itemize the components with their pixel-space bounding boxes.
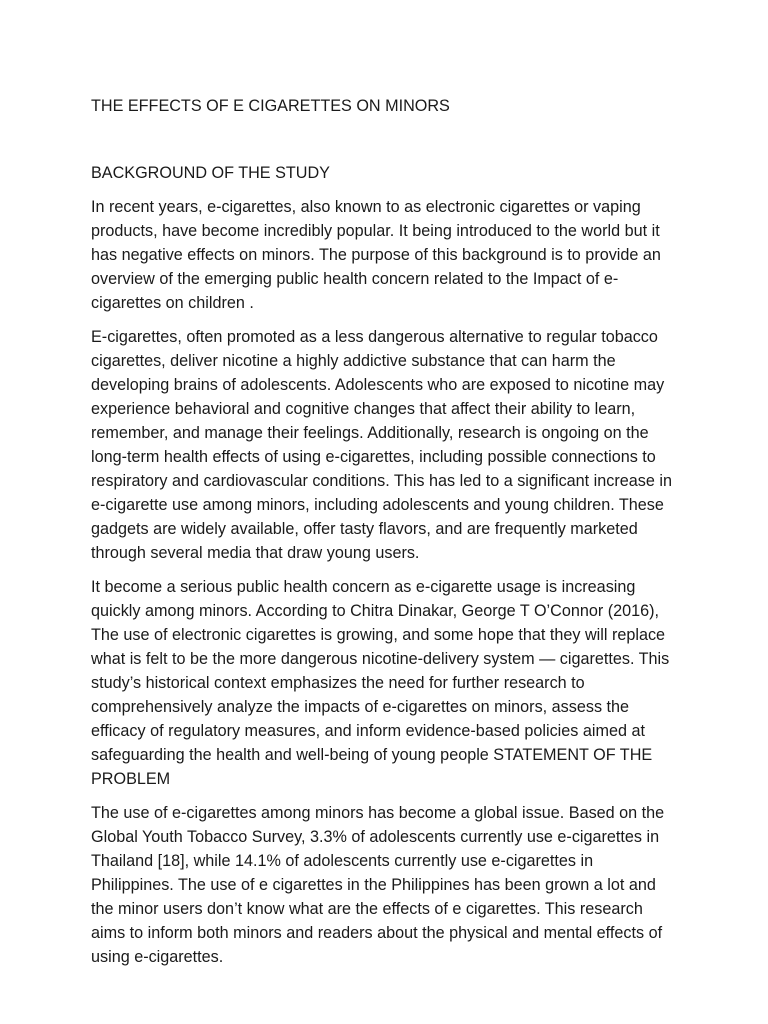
paragraph: It become a serious public health concern as e-cigarette usage is increasing quickly among minors. According to Chitra Dinakar, George T O’Connor (2016), The use of electronic cigarettes is growing, and some hope that they will replace what is felt to be the more dangerous nicotine-delivery system — cigarettes. This study’s historical context emphasizes the need for further research to comprehensively analyze the impacts of e-cigarettes on minors, assess the efficacy of regulatory measures, and inform evidence-based policies aimed at safeguarding the health and well-being of young people STATEMENT OF THE PROBLEM (91, 578, 670, 788)
section-heading: BACKGROUND OF THE STUDY (91, 164, 330, 182)
document-title: THE EFFECTS OF E CIGARETTES ON MINORS (91, 97, 450, 115)
paragraph: In recent years, e-cigarettes, also known to as electronic cigarettes or vaping products, have become incredibly popular. It being introduced to the world but it has negative effects on minors. The purpose of this background is to provide an overview of the emerging public health concern related to the Impact of e-cigarettes on children . (91, 198, 661, 312)
document-body (91, 195, 678, 979)
paragraph: E-cigarettes, often promoted as a less dangerous alternative to regular tobacco cigarettes, deliver nicotine a highly addictive substance that can harm the developing brains of adolescents. Adolescents who are exposed to nicotine may experience behavioral and cognitive changes that affect their ability to learn, remember, and manage their feelings. Additionally, research is ongoing on the long-term health effects of using e-cigarettes, including possible connections to respiratory and cardiovascular conditions. This has led to a significant increase in e-cigarette use among minors, including adolescents and young children. These gadgets are widely available, offer tasty flavors, and are frequently marketed through several media that draw young users. (91, 328, 672, 562)
paragraph: The use of e-cigarettes among minors has become a global issue. Based on the Global Youth Tobacco Survey, 3.3% of adolescents currently use e-cigarettes in Thailand [18], while 14.1% of adolescents currently use e-cigarettes in Philippines. The use of e cigarettes in the Philippines has been grown a lot and the minor users don’t know what are the effects of e cigarettes. This research aims to inform both minors and readers about the physical and mental effects of using e-cigarettes. (91, 804, 665, 966)
